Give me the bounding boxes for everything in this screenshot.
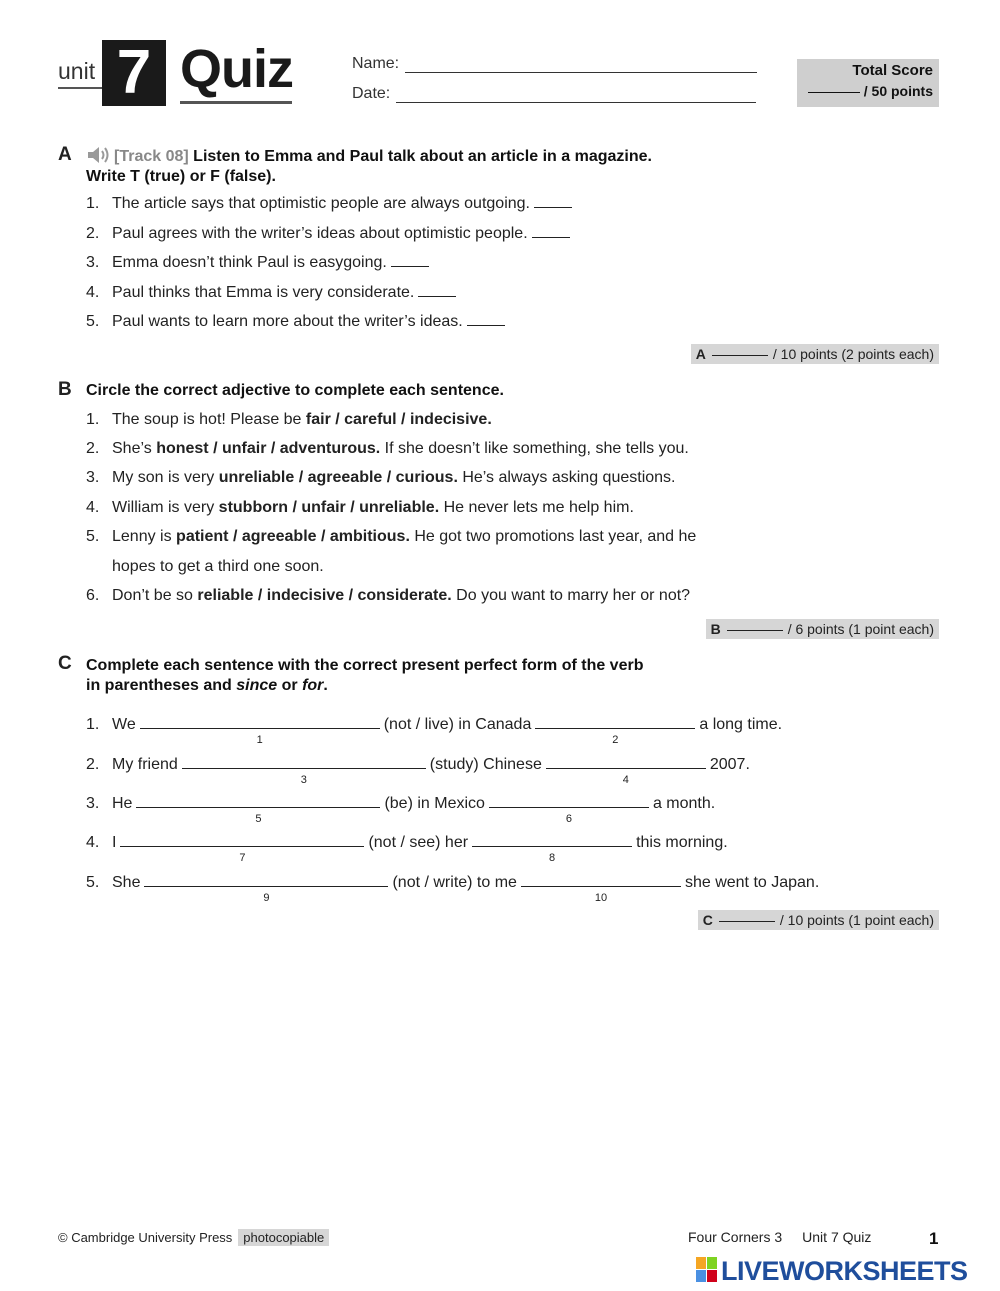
answer-gap[interactable]: [535, 714, 695, 746]
instruction-line-2: Write T (true) or F (false).: [86, 168, 276, 185]
photocopiable-tag: photocopiable: [238, 1229, 329, 1246]
list-item: [86, 440, 689, 458]
item-text: William is very: [112, 499, 219, 516]
gap-number: 5: [255, 813, 262, 825]
gap-number: 7: [239, 852, 246, 864]
section-a-score: [691, 344, 939, 364]
item-text: I: [112, 834, 117, 851]
item-number: 5.: [86, 874, 100, 891]
instruction-or: or: [277, 677, 303, 694]
list-item: [86, 313, 505, 331]
section-b-instruction: Circle the correct adjective to complete each sentence.: [86, 382, 504, 399]
item-number: 4.: [86, 499, 100, 516]
instruction-line-2: in parentheses and: [86, 677, 237, 694]
unit-underline: [58, 87, 102, 89]
name-input[interactable]: [405, 58, 757, 73]
item-text: He’s always asking questions.: [457, 469, 676, 486]
item-text: (not / write) to me: [392, 874, 517, 891]
score-blank[interactable]: [719, 921, 775, 922]
item-text: a month.: [652, 795, 716, 812]
list-item: [86, 195, 572, 213]
item-number: 2.: [86, 756, 100, 773]
footer-book-info: [688, 1229, 871, 1245]
item-number: 4.: [86, 284, 100, 301]
copyright-text: © Cambridge University Press: [58, 1230, 233, 1245]
answer-blank[interactable]: [391, 266, 429, 267]
track-label: [Track 08]: [114, 148, 189, 165]
item-text: a long time.: [699, 716, 783, 733]
instruction-end: .: [323, 677, 328, 694]
score-letter: A: [695, 346, 706, 362]
gap-number: 3: [300, 774, 307, 786]
answer-blank[interactable]: [532, 237, 570, 238]
total-score-blank[interactable]: [808, 92, 860, 93]
total-points-text: / 50 points: [863, 83, 933, 99]
list-item: [86, 832, 728, 864]
item-number: 2.: [86, 440, 100, 457]
item-text: Paul thinks that Emma is very considerate.: [112, 284, 415, 301]
page-number: 1: [929, 1229, 939, 1248]
item-number: 1.: [86, 411, 100, 428]
list-item: [86, 254, 429, 272]
section-a-letter: A: [58, 144, 72, 165]
score-blank[interactable]: [712, 355, 768, 356]
item-text: If she doesn’t like something, she tells you.: [380, 440, 689, 457]
item-number: 4.: [86, 834, 100, 851]
adjective-options[interactable]: reliable / indecisive / considerate.: [197, 587, 452, 604]
item-text: He never lets me help him.: [439, 499, 634, 516]
item-number: 3.: [86, 254, 100, 271]
list-item: [86, 587, 690, 605]
section-a-instruction: [86, 145, 652, 187]
score-text: / 10 points (1 point each): [779, 912, 934, 928]
adjective-options[interactable]: fair / careful / indecisive.: [305, 411, 492, 428]
answer-gap[interactable]: [489, 793, 649, 825]
item-text: He: [112, 795, 133, 812]
adjective-options[interactable]: unreliable / agreeable / curious.: [218, 469, 458, 486]
item-text: He got two promotions last year, and he: [409, 528, 697, 545]
list-item: [86, 714, 783, 746]
section-c-instruction: [86, 656, 643, 696]
list-item: [86, 872, 820, 904]
item-text: she went to Japan.: [684, 874, 820, 891]
list-item: [86, 528, 696, 546]
answer-gap[interactable]: [521, 872, 681, 904]
score-text: / 6 points (1 point each): [787, 621, 934, 637]
list-item: [86, 225, 570, 243]
answer-blank[interactable]: [418, 296, 456, 297]
list-item: [86, 754, 750, 786]
adjective-options[interactable]: honest / unfair / adventurous.: [156, 440, 381, 457]
item-text: We: [112, 716, 136, 733]
date-field-row: [352, 85, 756, 103]
gap-number: 6: [565, 813, 572, 825]
section-c-letter: C: [58, 653, 72, 674]
item-text: (not / live) in Canada: [383, 716, 532, 733]
logo-blocks-icon: [696, 1257, 718, 1283]
instruction-line-1: Listen to Emma and Paul talk about an article in a magazine.: [193, 148, 652, 165]
item-number: 2.: [86, 225, 100, 242]
section-c-score: [698, 910, 939, 930]
item-text: this morning.: [636, 834, 728, 851]
unit-number-badge: 7: [102, 40, 166, 106]
adjective-options[interactable]: stubborn / unfair / unreliable.: [218, 499, 440, 516]
list-item: [86, 499, 634, 517]
list-item: [86, 793, 716, 825]
answer-gap[interactable]: [120, 832, 364, 864]
item-number: 3.: [86, 795, 100, 812]
item-number: 3.: [86, 469, 100, 486]
score-letter: C: [702, 912, 713, 928]
item-number: 5.: [86, 313, 100, 330]
total-score-box: [797, 59, 939, 107]
answer-gap[interactable]: [136, 793, 380, 825]
item-text: The article says that optimistic people are always outgoing.: [112, 195, 530, 212]
gap-number: 8: [549, 852, 556, 864]
score-letter: B: [710, 621, 721, 637]
copyright-notice: [58, 1230, 329, 1245]
item-text: Do you want to marry her or not?: [451, 587, 691, 604]
brand-text: LIVEWORKSHEETS: [721, 1256, 968, 1286]
date-input[interactable]: [396, 88, 756, 103]
section-b-letter: B: [58, 379, 72, 400]
page-title: Quiz: [180, 39, 293, 99]
item-text: 2007.: [709, 756, 750, 773]
score-text: / 10 points (2 points each): [772, 346, 934, 362]
list-item-continuation: hopes to get a third one soon.: [112, 558, 324, 575]
item-number: 5.: [86, 528, 100, 545]
answer-gap[interactable]: [182, 754, 426, 786]
total-score-points: [808, 83, 933, 99]
quiz-label: Unit 7 Quiz: [802, 1229, 872, 1245]
answer-blank[interactable]: [534, 207, 572, 208]
item-text: Don’t be so: [112, 587, 198, 604]
item-text: Paul agrees with the writer’s ideas about optimistic people.: [112, 225, 528, 242]
gap-number: 4: [622, 774, 629, 786]
answer-gap[interactable]: [140, 714, 380, 746]
score-blank[interactable]: [727, 630, 783, 631]
item-number: 1.: [86, 195, 100, 212]
instruction-since: since: [236, 677, 278, 694]
gap-number: 9: [263, 892, 270, 904]
item-text: Paul wants to learn more about the writer’s ideas.: [112, 313, 463, 330]
answer-gap[interactable]: [546, 754, 706, 786]
list-item: [86, 284, 456, 302]
name-label: Name:: [352, 55, 400, 72]
item-number: 1.: [86, 716, 100, 733]
item-text: Lenny is: [112, 528, 177, 545]
item-text: My friend: [112, 756, 178, 773]
book-title: Four Corners 3: [688, 1229, 783, 1245]
answer-gap[interactable]: [144, 872, 388, 904]
section-b-score: [706, 619, 939, 639]
name-field-row: [352, 55, 757, 73]
item-text: She’s: [112, 440, 157, 457]
item-text: (study) Chinese: [429, 756, 542, 773]
item-text: My son is very: [112, 469, 219, 486]
list-item: [86, 469, 675, 487]
adjective-options[interactable]: patient / agreeable / ambitious.: [176, 528, 410, 545]
item-text: Emma doesn’t think Paul is easygoing.: [112, 254, 387, 271]
instruction-for: for: [302, 677, 324, 694]
title-underline: [180, 101, 292, 104]
instruction-line-1: Complete each sentence with the correct present perfect form of the verb: [86, 657, 644, 674]
answer-blank[interactable]: [467, 325, 505, 326]
item-text: The soup is hot! Please be: [112, 411, 306, 428]
gap-number: 10: [594, 892, 608, 904]
date-label: Date:: [352, 85, 391, 102]
item-number: 6.: [86, 587, 100, 604]
gap-number: 1: [256, 734, 263, 746]
answer-gap[interactable]: [472, 832, 632, 864]
liveworksheets-logo[interactable]: [696, 1256, 968, 1286]
list-item: [86, 411, 492, 429]
item-text: She: [112, 874, 141, 891]
total-score-label: Total Score: [852, 62, 933, 79]
speaker-icon[interactable]: [86, 145, 110, 165]
item-text: (be) in Mexico: [384, 795, 485, 812]
gap-number: 2: [612, 734, 619, 746]
item-text: (not / see) her: [368, 834, 469, 851]
unit-label: unit: [58, 58, 96, 84]
